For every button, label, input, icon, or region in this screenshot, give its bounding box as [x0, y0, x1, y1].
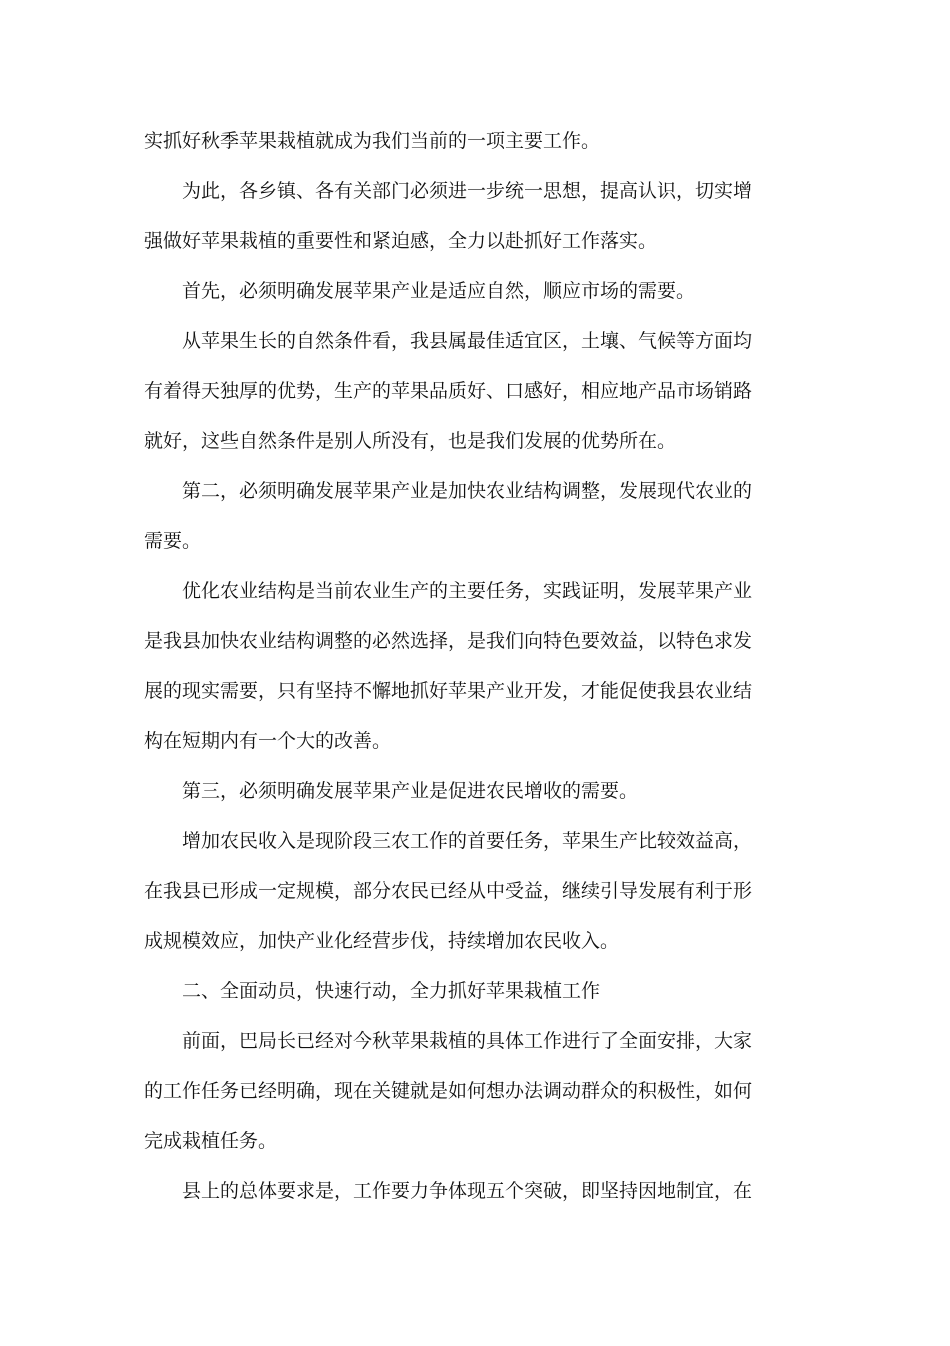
- paragraph-overall-requirements: 县上的总体要求是，工作要力争体现五个突破，即坚持因地制宜，在: [182, 1180, 753, 1202]
- document-body: [144, 116, 752, 1216]
- paragraph-first-point: 首先，必须明确发展苹果产业是适应自然，顺应市场的需要。: [182, 280, 696, 302]
- paragraph-third-point: 第三，必须明确发展苹果产业是促进农民增收的需要。: [182, 780, 639, 802]
- paragraph-farmer-income: 增加农民收入是现阶段三农工作的首要任务，苹果生产比较效益高，在我县已形成一定规模，部分农民已经从中受益，继续引导发展有利于形成规模效应，加快产业化经营步伐，持续增加农民收入。: [144, 830, 753, 952]
- paragraph-continuation: 实抓好秋季苹果栽植就成为我们当前的一项主要工作。: [144, 130, 601, 152]
- paragraph-second-point: 第二，必须明确发展苹果产业是加快农业结构调整，发展现代农业的需要。: [144, 480, 753, 552]
- paragraph-work-arrangement: 前面，巴局长已经对今秋苹果栽植的具体工作进行了全面安排，大家的工作任务已经明确，现在关键就是如何想办法调动群众的积极性，如何完成栽植任务。: [144, 1030, 753, 1152]
- paragraph-structure-adjustment: 优化农业结构是当前农业生产的主要任务，实践证明，发展苹果产业是我县加快农业结构调整的必然选择，是我们向特色要效益，以特色求发展的现实需要，只有坚持不懈地抓好苹果产业开发，才能促使我县农业结构在短期内有一个大的改善。: [144, 580, 753, 752]
- paragraph-unify-thinking: 为此，各乡镇、各有关部门必须进一步统一思想，提高认识，切实增强做好苹果栽植的重要性和紧迫感，全力以赴抓好工作落实。: [144, 180, 753, 252]
- paragraph-natural-conditions: 从苹果生长的自然条件看，我县属最佳适宜区，土壤、气候等方面均有着得天独厚的优势，生产的苹果品质好、口感好，相应地产品市场销路就好，这些自然条件是别人所没有，也是我们发展的优势所在。: [144, 330, 753, 452]
- section-heading-two: 二、全面动员，快速行动，全力抓好苹果栽植工作: [182, 980, 601, 1002]
